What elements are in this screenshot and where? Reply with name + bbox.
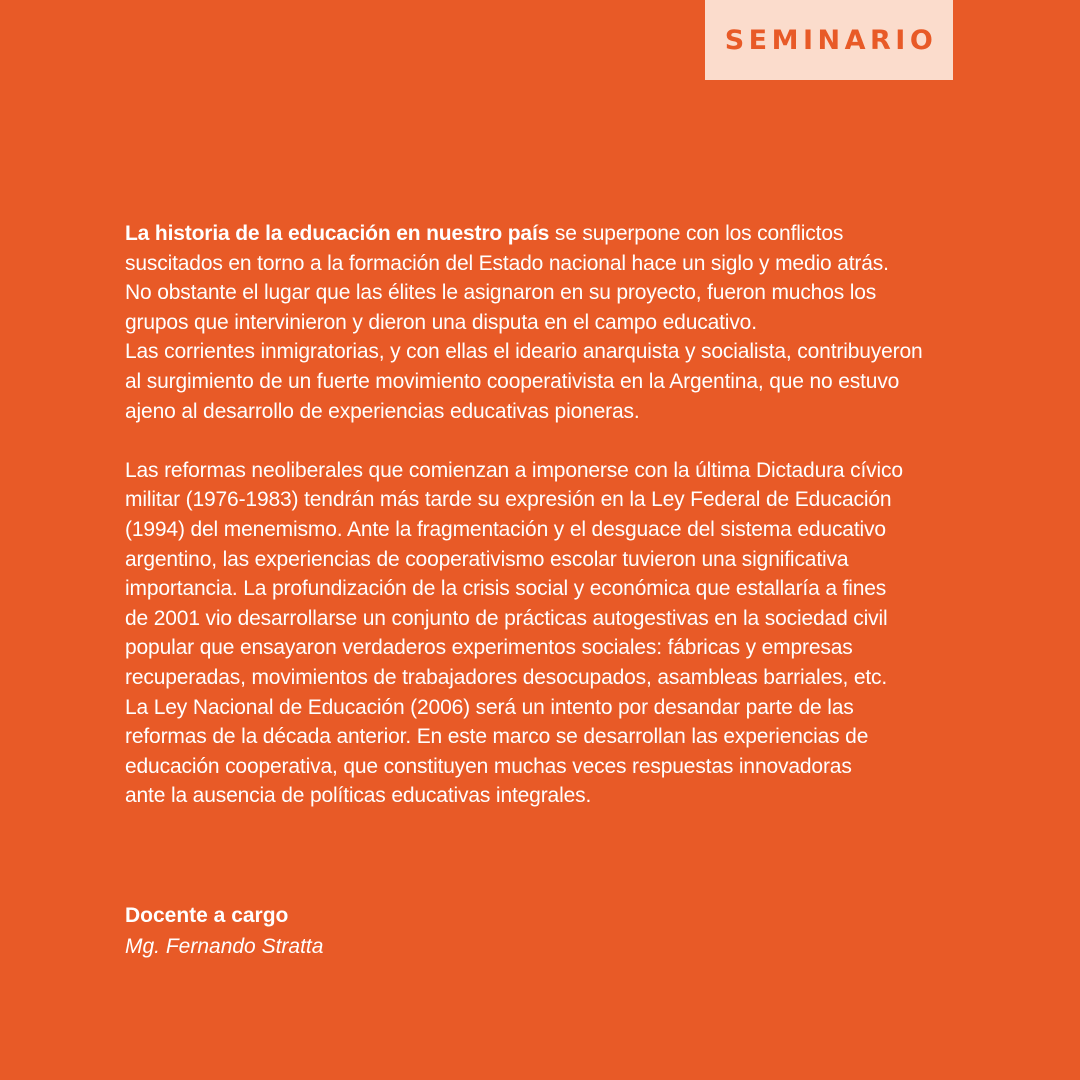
text-line: Las reformas neoliberales que comienzan a imponerse con la última Dictadura cívico bbox=[125, 458, 903, 482]
text-line: importancia. La profundización de la crisis social y económica que estallaría a fines bbox=[125, 577, 887, 601]
text-line: Las corrientes inmigratorias, y con ellas el ideario anarquista y socialista, contribuyeron bbox=[125, 340, 923, 364]
text-line: suscitados en torno a la formación del Estado nacional hace un siglo y medio atrás. bbox=[125, 251, 889, 275]
text-line: educación cooperativa, que constituyen muchas veces respuestas innovadoras bbox=[125, 754, 852, 778]
text-line: popular que ensayaron verdaderos experimentos sociales: fábricas y empresas bbox=[125, 636, 853, 660]
text-line: (1994) del menemismo. Ante la fragmentación y el desguace del sistema educativo bbox=[125, 517, 886, 541]
paragraph-history bbox=[125, 219, 1025, 426]
text-line: ante la ausencia de políticas educativas integrales. bbox=[125, 784, 592, 808]
text-line: argentino, las experiencias de cooperativismo escolar tuvieron una significativa bbox=[125, 547, 849, 571]
text-line: recuperadas, movimientos de trabajadores desocupados, asambleas barriales, etc. bbox=[125, 665, 888, 689]
paragraph-reforms bbox=[125, 456, 1025, 811]
body-text bbox=[125, 219, 1025, 811]
text-line: No obstante el lugar que las élites le asignaron en su proyecto, fueron muchos los bbox=[125, 281, 877, 305]
text-line: ajeno al desarrollo de experiencias educativas pioneras. bbox=[125, 399, 640, 423]
text-line: La Ley Nacional de Educación (2006) será un intento por desandar parte de las bbox=[125, 695, 854, 719]
text-line: grupos que intervinieron y dieron una disputa en el campo educativo. bbox=[125, 310, 757, 334]
text-line: reformas de la década anterior. En este marco se desarrollan las experiencias de bbox=[125, 725, 869, 749]
text-line-rest: se superpone con los conflictos bbox=[549, 222, 844, 245]
lead-phrase: La historia de la educación en nuestro país bbox=[125, 222, 550, 245]
seminar-badge bbox=[705, 0, 953, 80]
teacher-heading: Docente a cargo bbox=[125, 904, 289, 927]
text-line bbox=[125, 219, 1025, 249]
text-line: militar (1976-1983) tendrán más tarde su expresión en la Ley Federal de Educación bbox=[125, 488, 892, 512]
teacher-block bbox=[125, 900, 323, 962]
text-line: de 2001 vio desarrollarse un conjunto de prácticas autogestivas en la sociedad civil bbox=[125, 606, 888, 630]
text-line: al surgimiento de un fuerte movimiento cooperativista en la Argentina, que no estuvo bbox=[125, 369, 900, 393]
badge-label: SEMINARIO bbox=[724, 24, 938, 56]
teacher-name: Mg. Fernando Stratta bbox=[125, 935, 324, 958]
